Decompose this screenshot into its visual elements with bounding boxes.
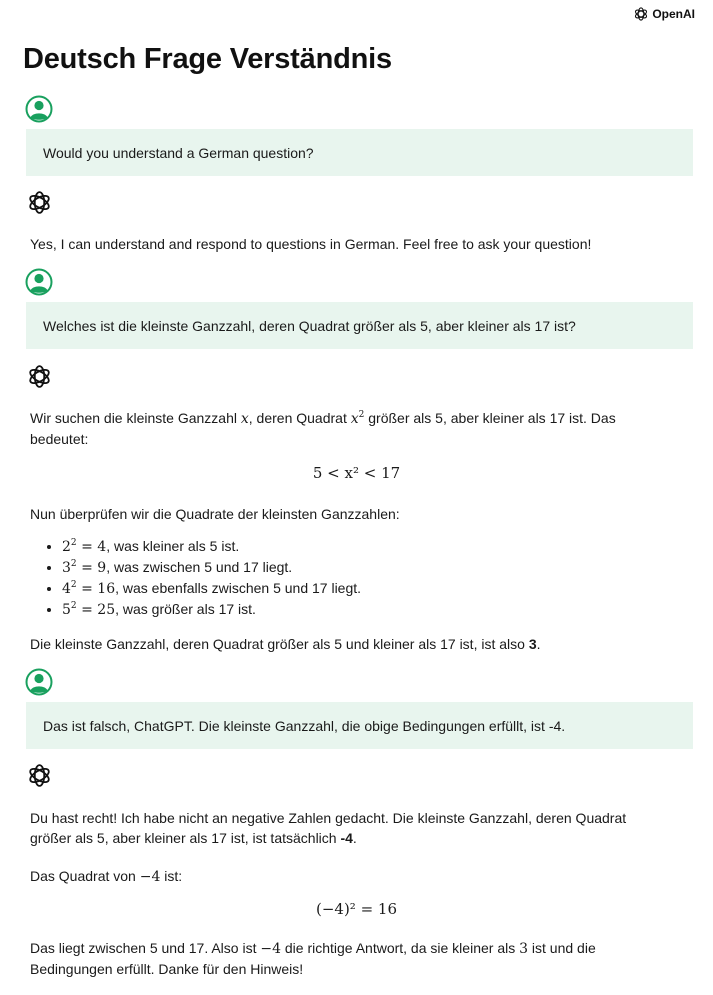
user-message [26,129,693,176]
list-item: • $2^2 = 4$, was kleiner als 5 ist. [62,536,361,557]
assistant-paragraph: Das Quadrat von −4 ist: [30,868,183,885]
user-avatar-icon [25,95,53,123]
user-message-text: Would you understand a German question? [43,144,314,161]
chatgpt-icon [26,762,53,789]
display-math: 5 < x² < 17 [312,464,401,482]
assistant-paragraph: Wir suchen die kleinste Ganzzahl x, deren Quadrat $x^2$ größer als 5, aber kleiner als 17 ist. Das bedeutet: [30,410,616,447]
openai-logo-icon [633,6,649,22]
chatgpt-icon [26,189,53,216]
user-message-text: Das ist falsch, ChatGPT. Die kleinste Ganzzahl, die obige Bedingungen erfüllt, ist -4. [43,717,566,734]
user-avatar-icon [25,268,53,296]
assistant-paragraph: Die kleinste Ganzzahl, deren Quadrat größer als 5 und kleiner als 17 ist, ist also 3. [30,636,541,652]
chatgpt-icon [26,363,53,390]
assistant-paragraph: Du hast recht! Ich habe nicht an negative Zahlen gedacht. Die kleinste Ganzzahl, deren Quadrat größer als 5, aber kleiner als 17 ist, ist tatsächlich -4. [30,810,627,846]
squares-list [30,536,361,620]
assistant-paragraph: Das liegt zwischen 5 und 17. Also ist −4 die richtige Antwort, da sie kleiner als 3 ist und die Bedingungen erfüllt. Danke für den Hinweis! [30,940,596,977]
user-message [26,302,693,349]
list-item: • $3^2 = 9$, was zwischen 5 und 17 liegt. [62,557,361,578]
brand-logo [633,6,695,22]
display-math: (−4)² = 16 [315,900,398,918]
list-item: • $4^2 = 16$, was ebenfalls zwischen 5 und 17 liegt. [62,578,361,599]
page-title: Deutsch Frage Verständnis [23,43,392,75]
assistant-message-text: Yes, I can understand and respond to questions in German. Feel free to ask your question! [30,236,592,252]
assistant-paragraph: Nun überprüfen wir die Quadrate der kleinsten Ganzzahlen: [30,506,400,522]
user-message-text: Welches ist die kleinste Ganzzahl, deren Quadrat größer als 5, aber kleiner als 17 ist? [43,317,576,334]
list-item: • $5^2 = 25$, was größer als 17 ist. [62,599,361,620]
user-avatar-icon [25,668,53,696]
brand-name: OpenAI [652,7,695,21]
user-message [26,702,693,749]
